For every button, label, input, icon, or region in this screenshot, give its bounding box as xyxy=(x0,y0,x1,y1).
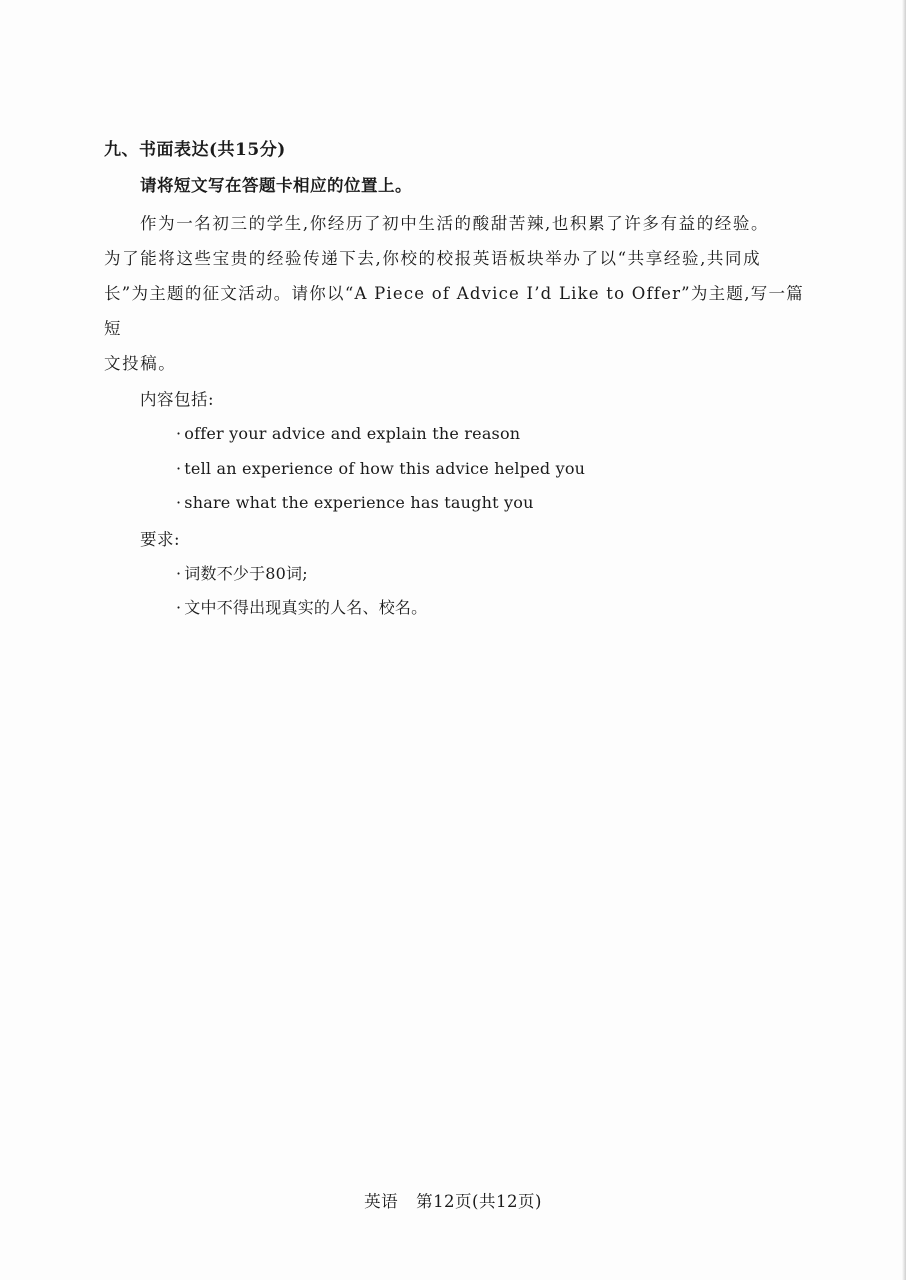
list-item: · 词数不少于80词; xyxy=(176,557,804,592)
prompt-line-1: 作为一名初三的学生,你经历了初中生活的酸甜苦辣,也积累了许多有益的经验。 xyxy=(140,214,770,233)
footer-subject: 英语 xyxy=(364,1192,399,1211)
requirements-list xyxy=(176,557,804,626)
bullet-icon: · xyxy=(176,563,182,583)
prompt-paragraph xyxy=(104,206,804,381)
page-edge-shadow xyxy=(902,0,906,1280)
prompt-line-2: 为了能将这些宝贵的经验传递下去,你校的校报英语板块举办了以“共享经验,共同成 xyxy=(104,249,762,268)
section-title: 九、书面表达(共15分) xyxy=(104,140,286,160)
prompt-line-3: 长”为主题的征文活动。请你以“A Piece of Advice I’d Like to Offer”为主题,写一篇短 xyxy=(104,284,804,338)
list-item: · share what the experience has taught you xyxy=(176,486,804,521)
content-label: 内容包括: xyxy=(140,390,215,409)
list-item: · 文中不得出现真实的人名、校名。 xyxy=(176,591,804,626)
list-item: · offer your advice and explain the reason xyxy=(176,417,804,452)
answer-instruction: 请将短文写在答题卡相应的位置上。 xyxy=(140,176,412,195)
bullet-icon: · xyxy=(176,598,182,617)
bullet-icon: · xyxy=(176,424,182,443)
prompt-line-4: 文投稿。 xyxy=(104,354,177,373)
requirements-label: 要求: xyxy=(140,529,181,549)
bullet-icon: · xyxy=(176,458,182,478)
content-list xyxy=(176,417,804,521)
page-footer xyxy=(0,1188,906,1212)
list-item: · tell an experience of how this advice helped you xyxy=(176,452,804,487)
writing-section xyxy=(104,136,804,626)
bullet-icon: · xyxy=(176,493,182,512)
footer-page-number: 第12页(共12页) xyxy=(416,1192,542,1211)
